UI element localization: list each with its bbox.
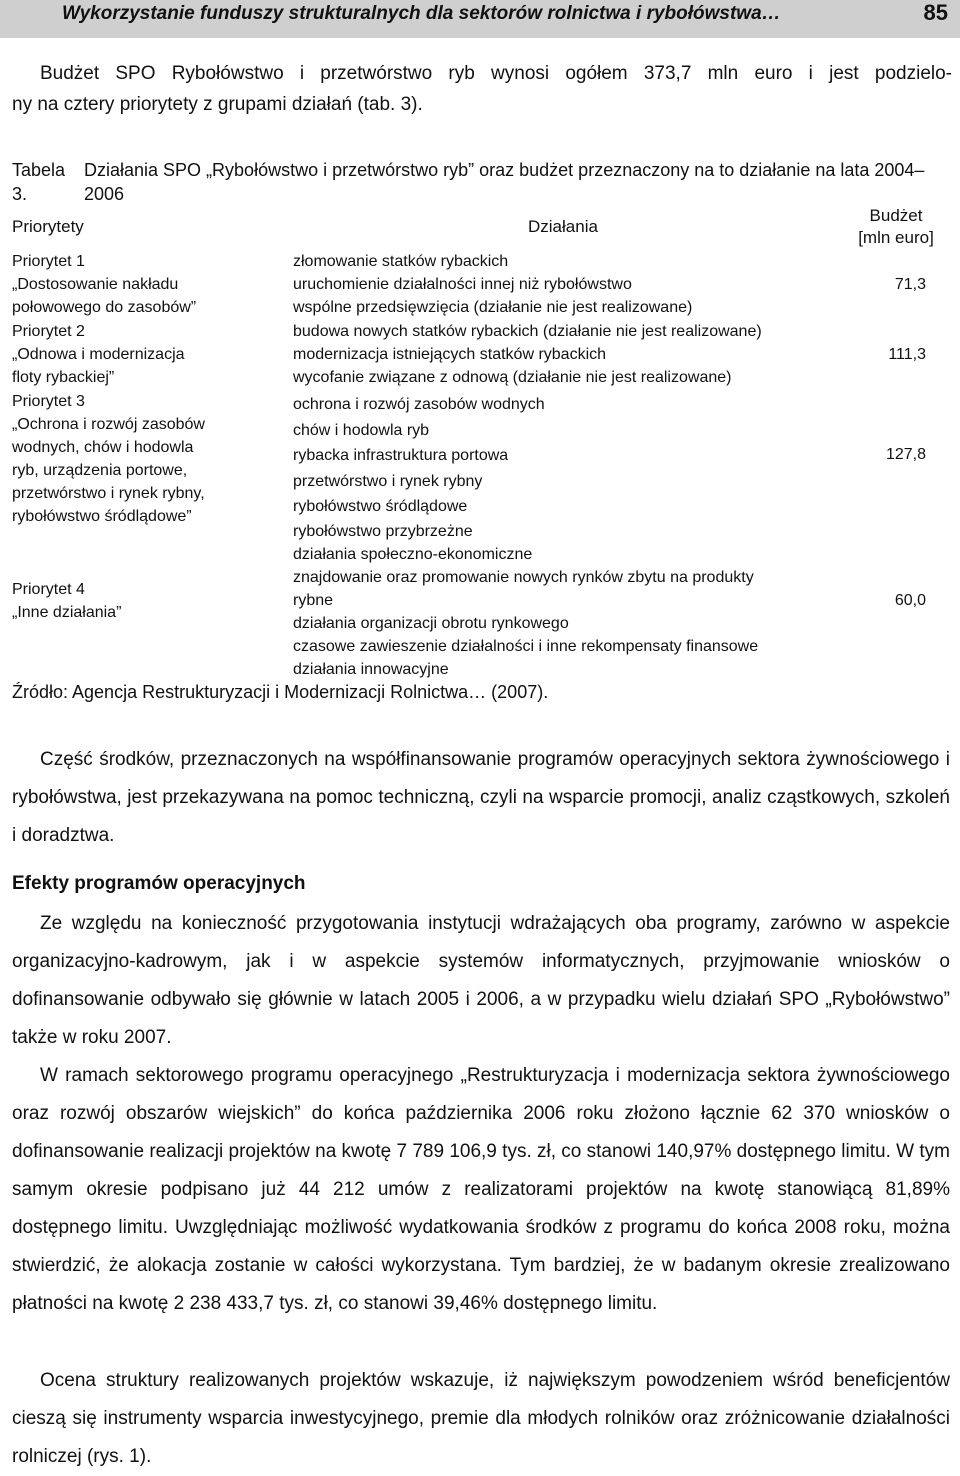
table-row-1-actions: [293, 250, 692, 319]
action-item: rybołówstwo śródlądowe: [293, 498, 468, 515]
paragraph-text: Ze względu na konieczność przygotowania instytucji wdrażających oba programy, zarówno w aspekcie organizacyjno-kadrowym, jak i w aspekcie systemów informatycznych, przyjmowanie wniosków o dofinansowanie odbywało się głównie w latach 2005 i 2006, a w przypadku wielu działań SPO „Rybołówstwo” także w roku 2007.: [12, 913, 950, 1048]
table-header-priority: Priorytety: [12, 217, 84, 236]
paragraph-application-timing: [12, 905, 950, 1057]
priority-line: „Inne działania”: [12, 604, 122, 621]
action-item: wspólne przedsięwzięcia (działanie nie jest realizowane): [293, 299, 693, 316]
table-header-actions: Działania: [528, 217, 598, 236]
table-caption: [12, 158, 939, 206]
action-item: znajdowanie oraz promowanie nowych rynków zbytu na produkty: [293, 569, 754, 586]
page-number: 85: [923, 0, 948, 25]
paragraph-project-structure: [12, 1362, 950, 1476]
table-row-1-priority: [12, 250, 196, 319]
paragraph-text: Ocena struktury realizowanych projektów wskazuje, iż największym powodzeniem wśród beneficjentów cieszą się instrumenty wsparcia inwestycyjnego, premie dla młodych rolników oraz zróżnicowanie działalności rolniczej (rys. 1).: [12, 1370, 950, 1467]
action-item: działania organizacji obrotu rynkowego: [293, 615, 569, 632]
table-row-3-priority: [12, 390, 205, 528]
action-item: uruchomienie działalności innej niż rybołówstwo: [293, 276, 632, 293]
action-item: działania innowacyjne: [293, 661, 449, 678]
paragraph-technical-assistance: [12, 741, 950, 855]
table-caption-title: Działania SPO „Rybołówstwo i przetwórstwo ryb” oraz budżet przeznaczony na to działanie na lata 2004–2006: [84, 160, 925, 204]
intro-line-2: ny na cztery priorytety z grupami działań (tab. 3).: [12, 94, 423, 115]
priority-line: przetwórstwo i rynek rybny,: [12, 485, 205, 502]
action-item: rybołówstwo przybrzeżne: [293, 523, 473, 540]
priority-line: Priorytet 3: [12, 393, 85, 410]
intro-line-1: Budżet SPO Rybołówstwo i przetwórstwo ryb wynosi ogółem 373,7 mln euro i jest podzielo-: [40, 63, 952, 84]
priority-line: wodnych, chów i hodowla: [12, 439, 194, 456]
action-item: chów i hodowla ryb: [293, 421, 430, 439]
priority-line: ryb, urządzenia portowe,: [12, 462, 188, 479]
table-header-budget-line-1: Budżet: [869, 206, 923, 225]
running-header-title: Wykorzystanie funduszy strukturalnych dla sektorów rolnictwa i rybołówstwa…: [62, 3, 781, 24]
paragraph-text: W ramach sektorowego programu operacyjnego „Restrukturyzacja i modernizacja sektora żywnościowego oraz rozwój obszarów wiejskich” do końca października 2006 roku złożono łącznie 62 370 wniosków o dofinansowanie realizacji projektów na kwotę 7 789 106,9 tys. zł, co stanowi 140,97% dostępnego limitu. W tym samym okresie podpisano już 44 212 umów z realizatorami projektów na kwotę stanowiącą 81,89% dostępnego limitu. Uwzględniając możliwość wydatkowania środków z programu do końca 2008 roku, można stwierdzić, że alokacja zostanie w całości wykorzystana. Tym bardziej, że w badanym okresie zrealizowano płatności na kwotę 2 238 433,7 tys. zł, co stanowi 39,46% dostępnego limitu.: [12, 1065, 950, 1314]
priority-line: Priorytet 1: [12, 253, 85, 270]
table-row-4-budget: 60,0: [894, 592, 926, 609]
paragraph-sector-program-results: [12, 1057, 950, 1323]
priority-line: floty rybackiej”: [12, 369, 115, 386]
table-row-2-budget: 111,3: [888, 346, 926, 363]
intro-paragraph: [12, 58, 952, 120]
action-item: złomowanie statków rybackich: [293, 253, 509, 270]
priority-line: „Ochrona i rozwój zasobów: [12, 416, 205, 433]
table-source-note: Źródło: Agencja Restrukturyzacji i Modernizacji Rolnictwa… (2007).: [12, 682, 549, 702]
priority-line: Priorytet 2: [12, 323, 85, 340]
action-item: rybacka infrastruktura portowa: [293, 447, 509, 464]
action-item: modernizacja istniejących statków rybackich: [293, 346, 607, 363]
priority-line: „Dostosowanie nakładu: [12, 276, 179, 293]
priority-line: „Odnowa i modernizacja: [12, 346, 185, 363]
table-row-4-priority: [12, 578, 121, 624]
section-heading: Efekty programów operacyjnych: [12, 873, 306, 894]
action-item: rybne: [293, 592, 334, 609]
table-row-4-actions: [293, 520, 758, 681]
table-header-budget: [848, 205, 944, 249]
table-header-budget-line-2: [mln euro]: [858, 228, 934, 247]
running-header: [0, 0, 960, 38]
paragraph-text: Część środków, przeznaczonych na współfinansowanie programów operacyjnych sektora żywnościowego i rybołówstwa, jest przekazywana na pomoc techniczną, czyli na wsparcie promocji, analiz cząstkowych, szkoleń i doradztwa.: [12, 749, 950, 846]
table-row-2-priority: [12, 320, 185, 389]
action-item: ochrona i rozwój zasobów wodnych: [293, 396, 545, 413]
table-row-2-actions: [293, 320, 762, 389]
action-item: przetwórstwo i rynek rybny: [293, 472, 483, 490]
action-item: działania społeczno-ekonomiczne: [293, 546, 533, 563]
table-row-3-budget: 127,8: [885, 446, 926, 463]
table-row-1-budget: 71,3: [894, 276, 926, 293]
priority-line: rybołówstwo śródlądowe”: [12, 508, 192, 525]
table-caption-label: Tabela 3.: [12, 160, 66, 204]
action-item: czasowe zawieszenie działalności i inne rekompensaty finansowe: [293, 638, 759, 655]
priority-line: połowowego do zasobów”: [12, 299, 197, 316]
table-row-3-actions: [293, 392, 545, 520]
priority-line: Priorytet 4: [12, 581, 85, 598]
action-item: wycofanie związane z odnową (działanie nie jest realizowane): [293, 369, 732, 386]
action-item: budowa nowych statków rybackich (działanie nie jest realizowane): [293, 323, 762, 340]
